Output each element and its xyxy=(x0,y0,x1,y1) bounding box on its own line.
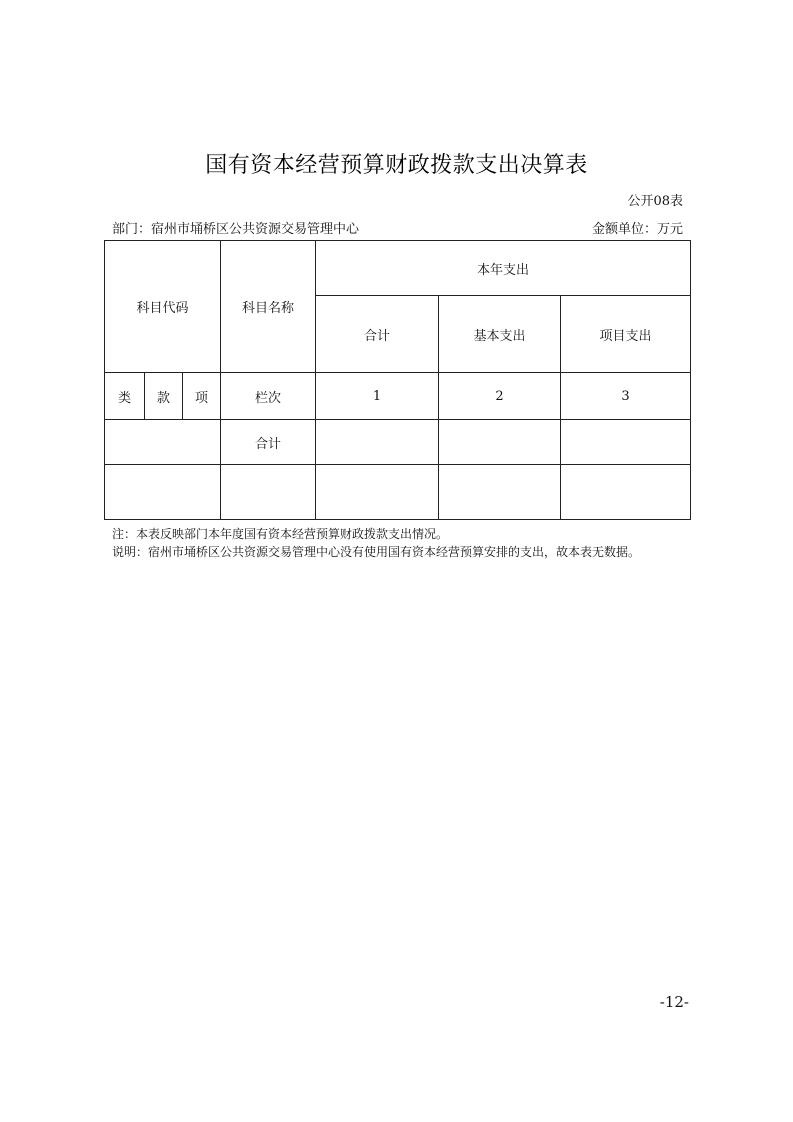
column-index-1: 1 xyxy=(316,373,439,420)
page-title: 国有资本经营预算财政拨款支出决算表 xyxy=(205,153,588,178)
header-subject-code: 科目代码 xyxy=(105,241,221,373)
header-total: 合计 xyxy=(316,296,439,373)
total-row-label: 合计 xyxy=(221,420,316,465)
header-subject-name: 科目名称 xyxy=(221,241,316,373)
empty-row-name xyxy=(221,465,316,520)
department-label: 部门：宿州市埇桥区公共资源交易管理中心 xyxy=(112,222,360,237)
form-code: 公开08表 xyxy=(627,194,683,209)
header-basic: 基本支出 xyxy=(439,296,561,373)
empty-row-basic xyxy=(439,465,561,520)
column-index-2: 2 xyxy=(439,373,561,420)
column-index-3: 3 xyxy=(561,373,691,420)
code-section: 款 xyxy=(145,373,183,420)
empty-row-total xyxy=(316,465,439,520)
empty-row-code xyxy=(105,465,221,520)
column-index-label: 栏次 xyxy=(221,373,316,420)
note-line: 注：本表反映部门本年度国有资本经营预算财政拨款支出情况。 xyxy=(112,527,449,541)
unit-label: 金额单位：万元 xyxy=(591,222,683,237)
notes xyxy=(112,525,640,561)
code-item: 项 xyxy=(183,373,221,420)
total-row-code xyxy=(105,420,221,465)
total-row-project xyxy=(561,420,691,465)
header-current-year: 本年支出 xyxy=(316,241,691,296)
explanation-line: 说明：宿州市埇桥区公共资源交易管理中心没有使用国有资本经营预算安排的支出，故本表无数据。 xyxy=(112,545,641,559)
expenditure-table xyxy=(104,240,691,520)
total-row-total xyxy=(316,420,439,465)
total-row-basic xyxy=(439,420,561,465)
header-project: 项目支出 xyxy=(561,296,691,373)
code-class: 类 xyxy=(105,373,145,420)
page-number: -12- xyxy=(659,993,689,1011)
empty-row-project xyxy=(561,465,691,520)
